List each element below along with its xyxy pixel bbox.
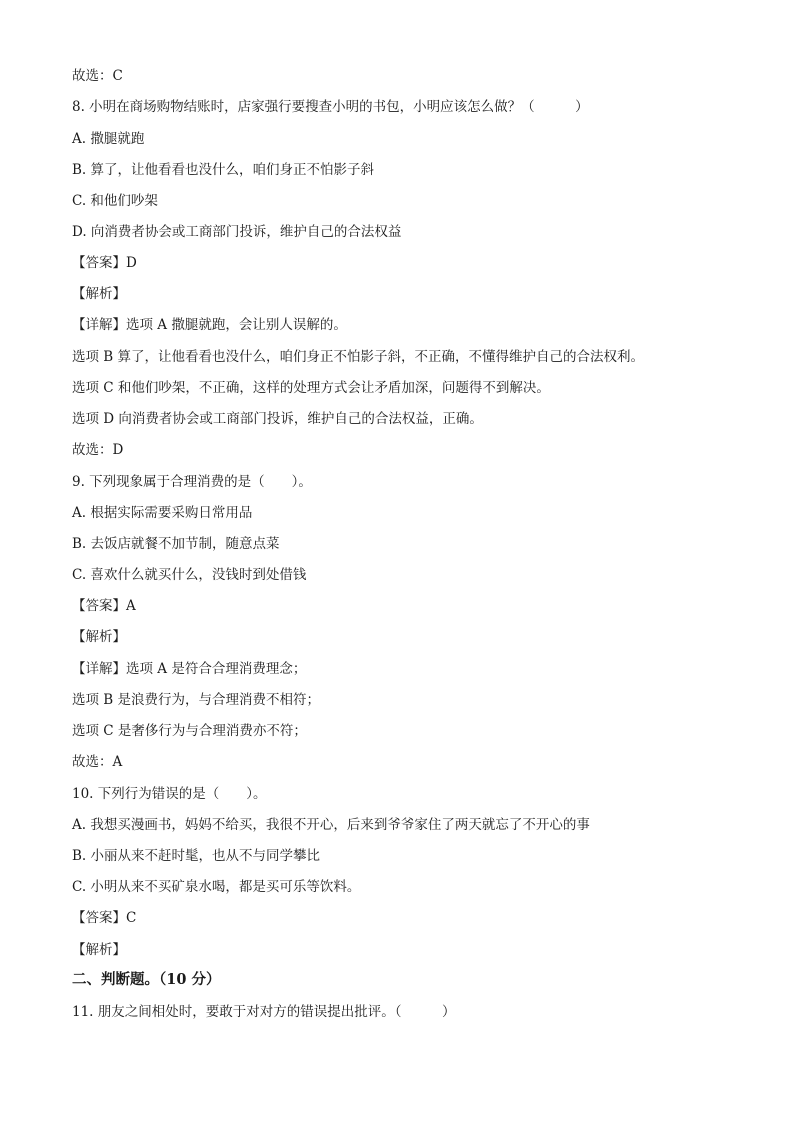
question-10-option-a: A. 我想买漫画书，妈妈不给买，我很不开心，后来到爷爷家住了两天就忘了不开心的事 xyxy=(72,817,590,833)
question-9-detail-1: 【详解】选项 A 是符合合理消费理念； xyxy=(72,661,307,677)
answer-choice-7: 故选：C xyxy=(72,68,123,84)
question-9-answer: 【答案】A xyxy=(72,598,136,614)
section-heading-judgement: 二、判断题。（10 分） xyxy=(72,971,221,988)
question-10-option-c: C. 小明从来不买矿泉水喝，都是买可乐等饮料。 xyxy=(72,879,361,895)
question-9-detail-3: 选项 C 是奢侈行为与合理消费亦不符； xyxy=(72,723,307,739)
question-8-option-a: A. 撒腿就跑 xyxy=(72,131,145,147)
question-8-option-c: C. 和他们吵架 xyxy=(72,193,158,209)
question-9-option-a: A. 根据实际需要采购日常用品 xyxy=(72,505,253,521)
question-10-answer: 【答案】C xyxy=(72,910,137,926)
question-8-option-d: D. 向消费者协会或工商部门投诉，维护自己的合法权益 xyxy=(72,224,402,240)
answer-choice-9: 故选：A xyxy=(72,754,123,770)
question-9-option-b: B. 去饭店就餐不加节制，随意点菜 xyxy=(72,536,280,552)
answer-choice-8: 故选：D xyxy=(72,442,124,458)
question-8-stem: 8. 小明在商场购物结账时，店家强行要搜查小明的书包，小明应该怎么做？（ ） xyxy=(72,99,589,115)
question-8-detail-1: 【详解】选项 A 撒腿就跑，会让别人误解的。 xyxy=(72,317,347,333)
question-8-option-b: B. 算了，让他看看也没什么，咱们身正不怕影子斜 xyxy=(72,162,375,178)
question-9-stem: 9. 下列现象属于合理消费的是（ ）。 xyxy=(72,474,312,490)
question-8-detail-4: 选项 D 向消费者协会或工商部门投诉，维护自己的合法权益，正确。 xyxy=(72,411,483,427)
question-9-detail-2: 选项 B 是浪费行为，与合理消费不相符； xyxy=(72,692,321,708)
question-8-detail-2: 选项 B 算了，让他看看也没什么，咱们身正不怕影子斜，不正确，不懂得维护自己的合法权利。 xyxy=(72,349,645,365)
question-9-analysis-label: 【解析】 xyxy=(72,629,126,645)
question-8-detail-3: 选项 C 和他们吵架，不正确，这样的处理方式会让矛盾加深，问题得不到解决。 xyxy=(72,380,550,396)
question-8-answer: 【答案】D xyxy=(72,255,137,271)
question-8-analysis-label: 【解析】 xyxy=(72,286,126,302)
question-9-option-c: C. 喜欢什么就买什么，没钱时到处借钱 xyxy=(72,567,307,583)
question-11-stem: 11. 朋友之间相处时，要敢于对对方的错误提出批评。（ ） xyxy=(72,1004,456,1020)
question-10-option-b: B. 小丽从来不赶时髦，也从不与同学攀比 xyxy=(72,848,321,864)
question-10-stem: 10. 下列行为错误的是（ ）。 xyxy=(72,786,267,802)
question-10-analysis-label: 【解析】 xyxy=(72,942,126,958)
